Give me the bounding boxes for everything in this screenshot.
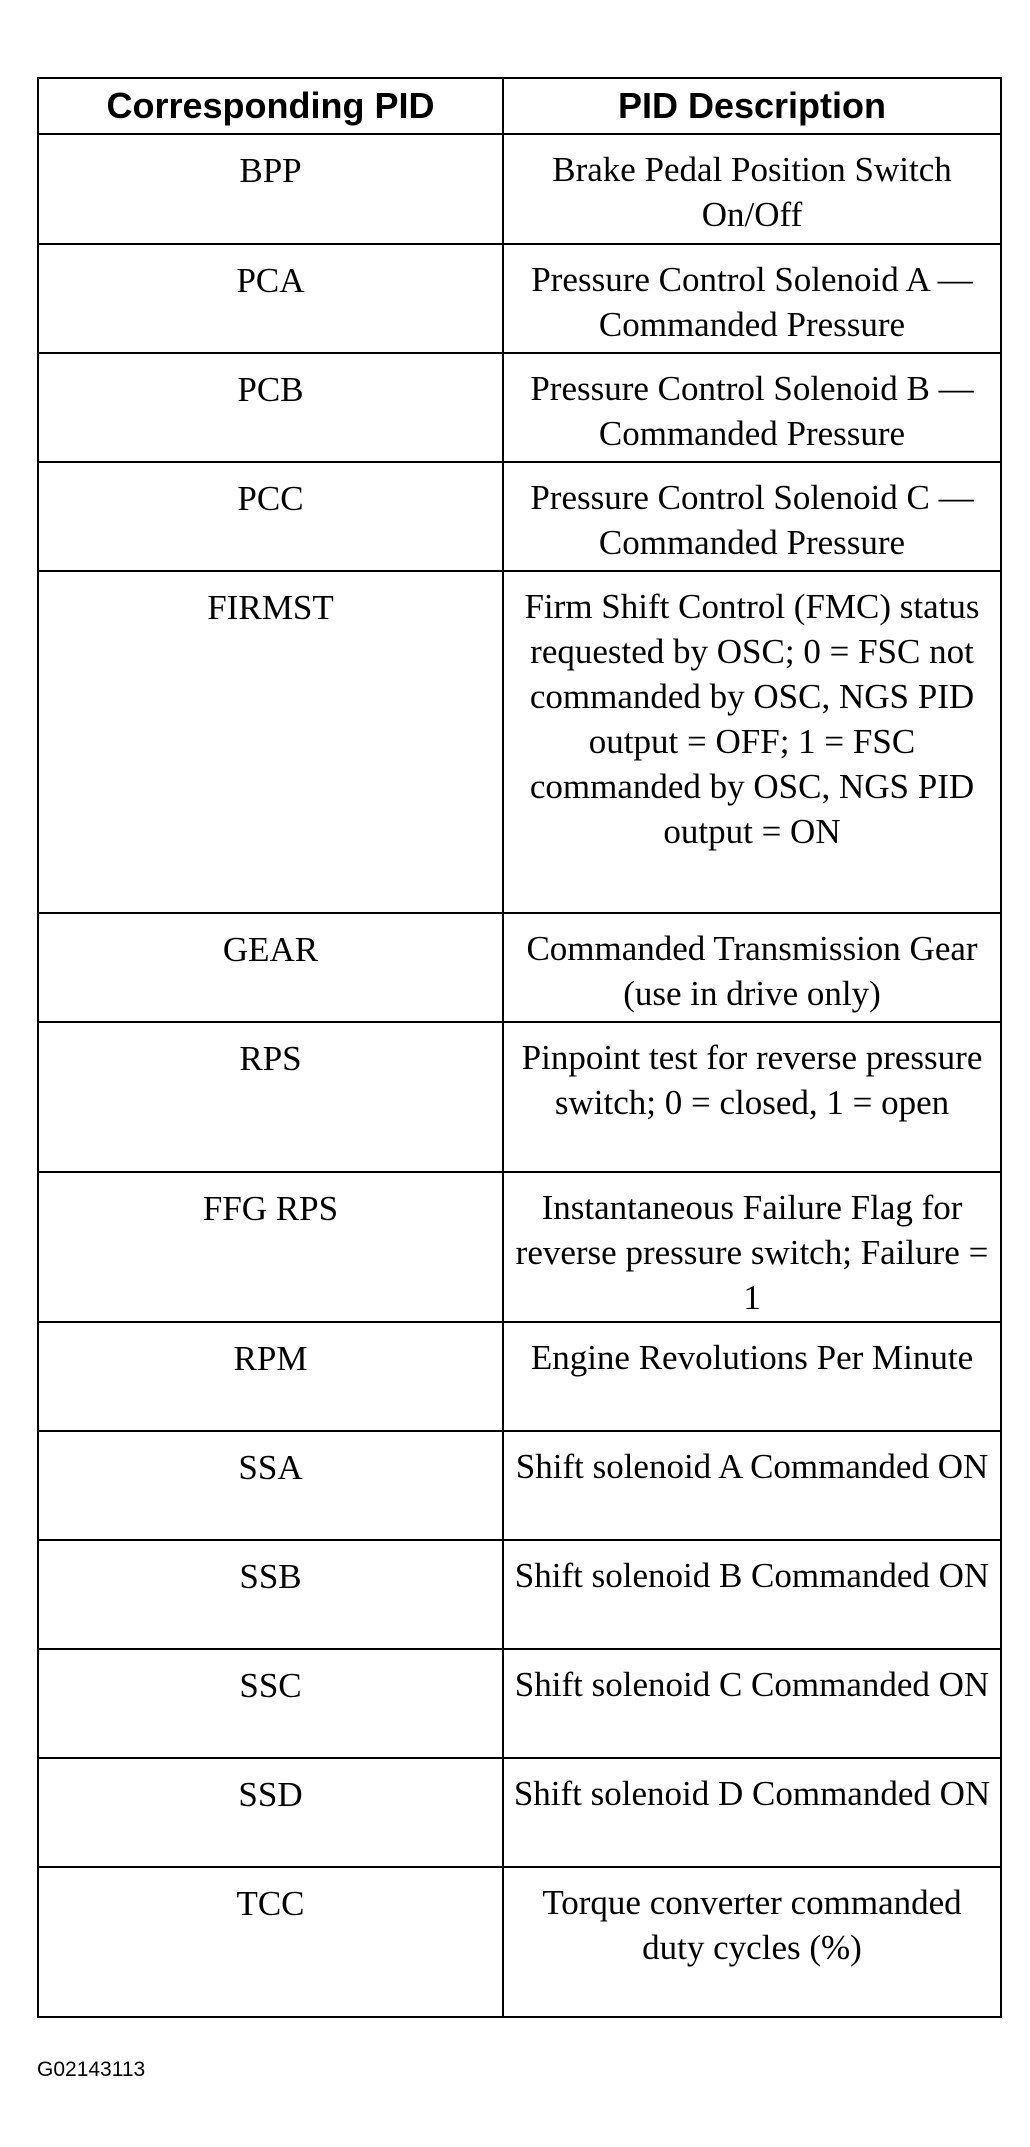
table-row <box>38 1172 1001 1322</box>
figure-id-label: G02143113 <box>37 2058 146 2081</box>
table-row <box>38 1758 1001 1867</box>
pid-cell: TCC <box>38 1867 503 2017</box>
table-row <box>38 244 1001 353</box>
pid-cell: RPS <box>38 1022 503 1172</box>
header-pid-description: PID Description <box>503 78 1001 134</box>
description-cell: Shift solenoid A Commanded ON <box>503 1431 1001 1540</box>
table-row <box>38 1649 1001 1758</box>
table-row <box>38 1322 1001 1431</box>
description-cell: Firm Shift Control (FMC) status requested by OSC; 0 = FSC not commanded by OSC, NGS PID output = OFF; 1 = FSC commanded by OSC, NGS PID output = ON <box>503 571 1001 913</box>
pid-cell: SSB <box>38 1540 503 1649</box>
description-cell: Torque converter commanded duty cycles (%) <box>503 1867 1001 2017</box>
pid-cell: BPP <box>38 134 503 244</box>
header-corresponding-pid: Corresponding PID <box>38 78 503 134</box>
pid-cell: SSC <box>38 1649 503 1758</box>
description-cell: Pressure Control Solenoid C — Commanded Pressure <box>503 462 1001 571</box>
table-row <box>38 1431 1001 1540</box>
description-cell: Instantaneous Failure Flag for reverse pressure switch; Failure = 1 <box>503 1172 1001 1322</box>
pid-cell: GEAR <box>38 913 503 1022</box>
description-cell: Shift solenoid D Commanded ON <box>503 1758 1001 1867</box>
pid-cell: FFG RPS <box>38 1172 503 1322</box>
pid-cell: SSD <box>38 1758 503 1867</box>
table-row <box>38 462 1001 571</box>
table-row <box>38 353 1001 462</box>
pid-cell: PCA <box>38 244 503 353</box>
table-row <box>38 1540 1001 1649</box>
table-row <box>38 1022 1001 1172</box>
description-cell: Brake Pedal Position Switch On/Off <box>503 134 1001 244</box>
description-cell: Pressure Control Solenoid A — Commanded Pressure <box>503 244 1001 353</box>
description-cell: Shift solenoid C Commanded ON <box>503 1649 1001 1758</box>
table-row <box>38 1867 1001 2017</box>
pid-cell: SSA <box>38 1431 503 1540</box>
description-cell: Engine Revolutions Per Minute <box>503 1322 1001 1431</box>
description-cell: Pinpoint test for reverse pressure switch; 0 = closed, 1 = open <box>503 1022 1001 1172</box>
description-cell: Pressure Control Solenoid B — Commanded Pressure <box>503 353 1001 462</box>
table-header-row <box>38 78 1001 134</box>
pid-cell: RPM <box>38 1322 503 1431</box>
table-row <box>38 913 1001 1022</box>
pid-cell: PCB <box>38 353 503 462</box>
description-cell: Shift solenoid B Commanded ON <box>503 1540 1001 1649</box>
table-row <box>38 134 1001 244</box>
description-cell: Commanded Transmission Gear (use in drive only) <box>503 913 1001 1022</box>
pid-cell: PCC <box>38 462 503 571</box>
pid-table <box>37 77 1002 2018</box>
pid-cell: FIRMST <box>38 571 503 913</box>
table-row <box>38 571 1001 913</box>
